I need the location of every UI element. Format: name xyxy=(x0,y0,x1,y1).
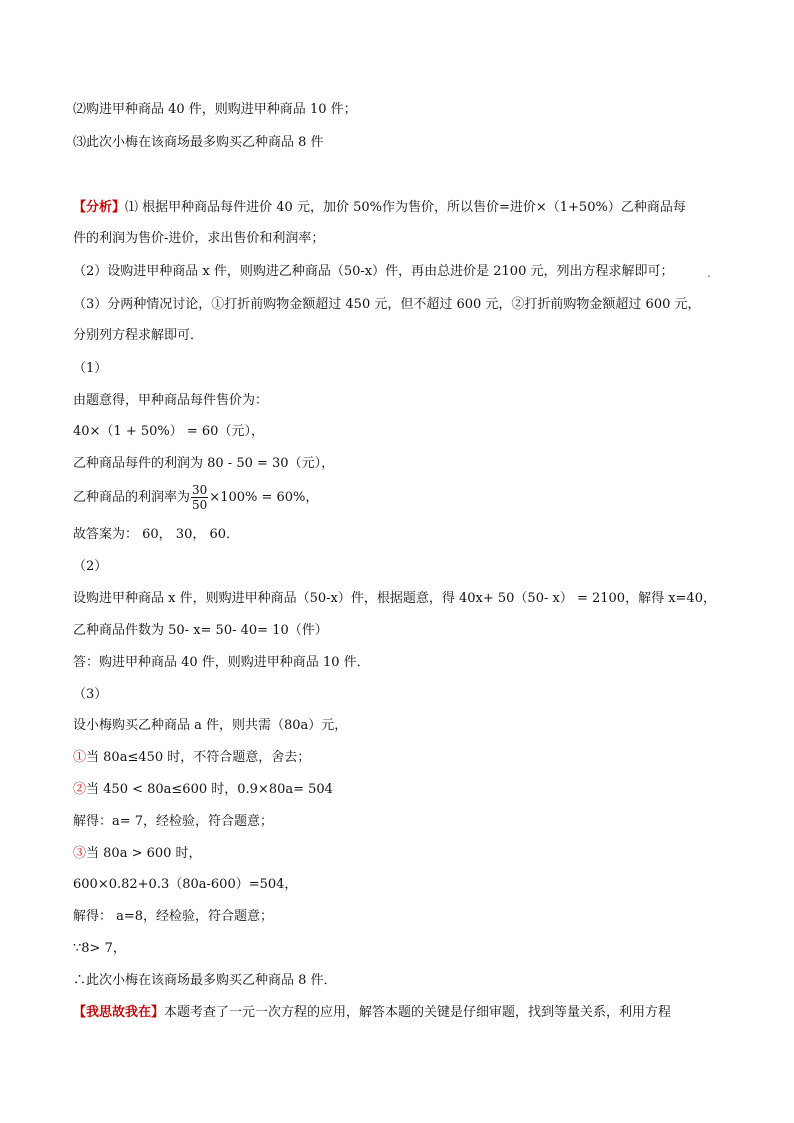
reflection-tag: 【我思故我在】 xyxy=(73,1005,165,1020)
solution-part-2-heading: （2） xyxy=(73,559,108,574)
solution-line: 解得：a= 7，经检验，符合题意； xyxy=(73,814,274,829)
solution-part-3-heading: （3） xyxy=(73,687,108,702)
case-2-marker: ② xyxy=(73,782,87,797)
solution-line: 设购进甲种商品 x 件，则购进甲种商品（50-x）件，根据题意，得 40x+ 50（50- x） = 2100，解得 x=40， xyxy=(73,591,716,606)
solution-conclusion: ∴此次小梅在该商场最多购买乙种商品 8 件． xyxy=(73,973,337,988)
case-1-marker: ① xyxy=(73,750,87,765)
reflection-text: 本题考查了一元一次方程的应用，解答本题的关键是仔细审题，找到等量关系，利用方程 xyxy=(164,1005,672,1020)
analysis-paragraph-3-continued: 分别列方程求解即可． xyxy=(73,328,204,343)
profit-rate-label: 乙种商品的利润率为 xyxy=(73,490,191,505)
solution-line: ∵8> 7， xyxy=(73,941,126,956)
case-1-line xyxy=(73,749,310,767)
solution-line: 600×0.82+0.3（80a-600）=504， xyxy=(73,877,298,892)
analysis-paragraph-1 xyxy=(73,199,686,217)
analysis-paragraph-1-continued: 件的利润为售价-进价，求出售价和利润率； xyxy=(73,231,325,246)
case-2-line xyxy=(73,781,333,799)
analysis-paragraph-3: （3）分两种情况讨论，①打折前购物金额超过 450 元，但不超过 600 元，②打折前购物金额超过 600 元， xyxy=(73,297,701,312)
fraction-numerator: 30 xyxy=(192,483,208,497)
case-2-text: 当 450 < 80a≤600 时，0.9×80a= 504 xyxy=(86,782,333,797)
solution-line: 乙种商品每件的利润为 80 - 50 = 30（元）， xyxy=(73,456,335,471)
analysis-tag: 【分析】 xyxy=(73,200,126,215)
solution-line: 解得： a=8，经检验，符合题意； xyxy=(73,909,274,924)
analysis-part-1-text: ⑴ 根据甲种商品每件进价 40 元，加价 50%作为售价，所以售价=进价×（1+50%）乙种商品每 xyxy=(125,200,686,215)
solution-line: 由题意得，甲种商品每件售价为： xyxy=(73,393,269,408)
solution-line: 乙种商品件数为 50- x= 50- 40= 10（件） xyxy=(73,623,328,638)
answer-part-2: ⑵购进甲种商品 40 件，则购进甲种商品 10 件； xyxy=(73,102,357,117)
fraction-denominator: 50 xyxy=(192,498,208,512)
profit-rate-result: ×100% = 60%， xyxy=(209,490,319,505)
case-3-line xyxy=(73,845,202,863)
case-3-marker: ③ xyxy=(73,846,87,861)
answer-part-3: ⑶此次小梅在该商场最多购买乙种商品 8 件 xyxy=(73,135,324,150)
solution-part-1-heading: （1） xyxy=(73,361,108,376)
profit-rate-fraction xyxy=(191,483,208,512)
analysis-paragraph-2: （2）设购进甲种商品 x 件，则购进乙种商品（50-x）件，再由总进价是 2100 元，列出方程求解即可； xyxy=(73,264,674,279)
case-1-text: 当 80a≤450 时，不符合题意，舍去； xyxy=(86,750,311,765)
solution-line: 设小梅购买乙种商品 a 件，则共需（80a）元， xyxy=(73,718,348,733)
stray-dot: . xyxy=(707,266,711,280)
solution-line: 答：购进甲种商品 40 件，则购进甲种商品 10 件． xyxy=(73,655,370,670)
profit-rate-line xyxy=(73,481,318,515)
reflection-paragraph xyxy=(73,1004,671,1022)
solution-line: 故答案为： 60， 30， 60． xyxy=(73,527,240,542)
case-3-text: 当 80a > 600 时， xyxy=(86,846,202,861)
solution-line: 40×（1 + 50%） = 60（元）， xyxy=(73,424,264,439)
